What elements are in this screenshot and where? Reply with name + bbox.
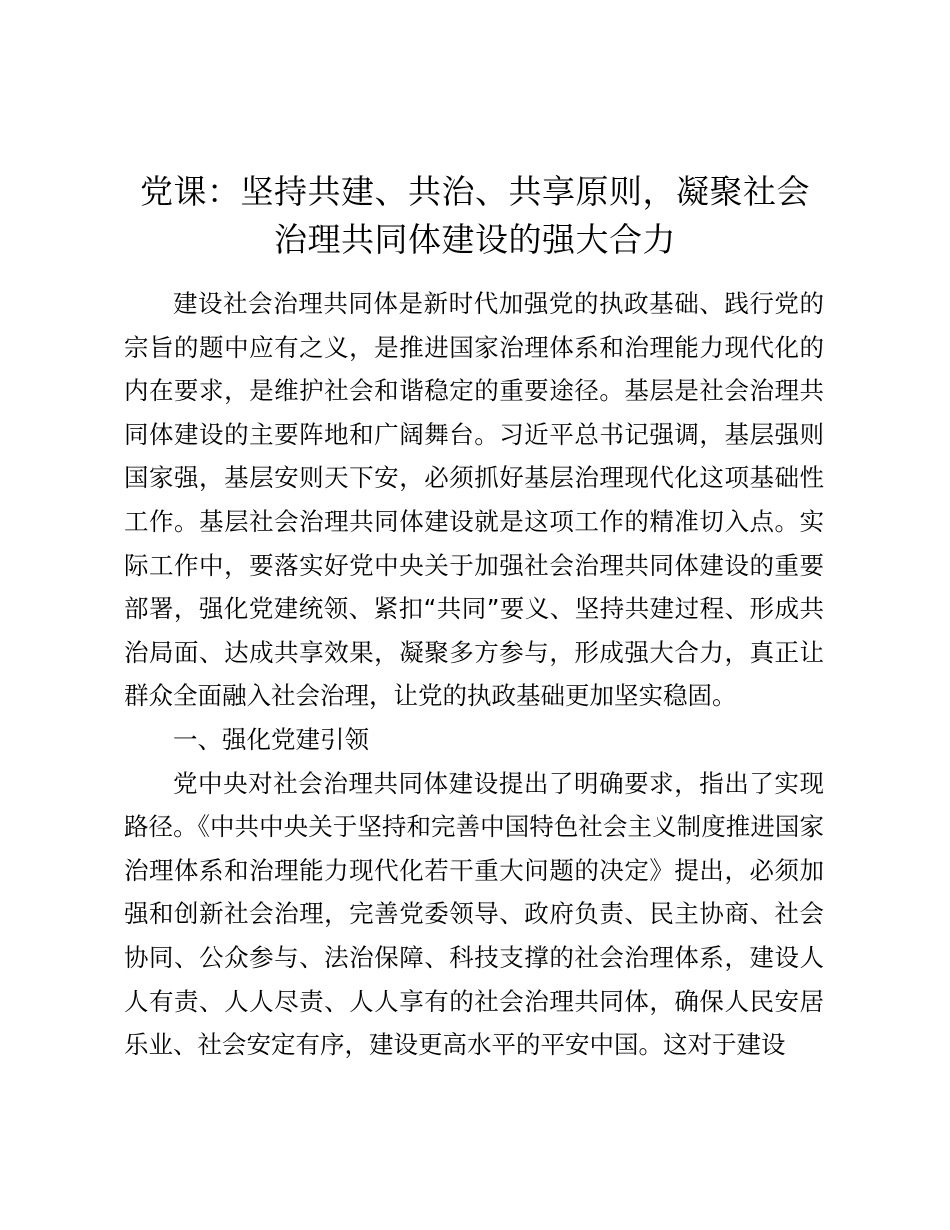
paragraph-intro: 建设社会治理共同体是新时代加强党的执政基础、践行党的宗旨的题中应有之义，是推进国家治理体系和治理能力现代化的内在要求，是维护社会和谐稳定的重要途径。基层是社会治理共同体建设的主要阵地和广阔舞台。习近平总书记强调，基层强则国家强，基层安则天下安，必须抓好基层治理现代化这项基础性工作。基层社会治理共同体建设就是这项工作的精准切入点。实际工作中，要落实好党中央关于加强社会治理共同体建设的重要部署，强化党建统领、紧扣“共同”要义、坚持共建过程、形成共治局面、达成共享效果，凝聚多方参与，形成强大合力，真正让群众全面融入社会治理，让党的执政基础更加坚实稳固。 <box>124 289 824 711</box>
title-line-2: 治理共同体建设的强大合力 <box>274 220 676 259</box>
section-heading-1: 一、强化党建引领 <box>173 724 369 754</box>
document-title <box>120 168 830 264</box>
document-body <box>124 282 824 1067</box>
paragraph-section-1: 党中央对社会治理共同体建设提出了明确要求，指出了实现路径。《中共中央关于坚持和完善中国特色社会主义制度推进国家治理体系和治理能力现代化若干重大问题的决定》提出，必须加强和创新社会治理，完善党委领导、政府负责、民主协商、社会协同、公众参与、法治保障、科技支撑的社会治理体系，建设人人有责、人人尽责、人人享有的社会治理共同体，确保人民安居乐业、社会安定有序，建设更高水平的平安中国。这对于建设 <box>124 768 824 1060</box>
title-line-1: 党课：坚持共建、共治、共享原则，凝聚社会 <box>140 172 810 211</box>
